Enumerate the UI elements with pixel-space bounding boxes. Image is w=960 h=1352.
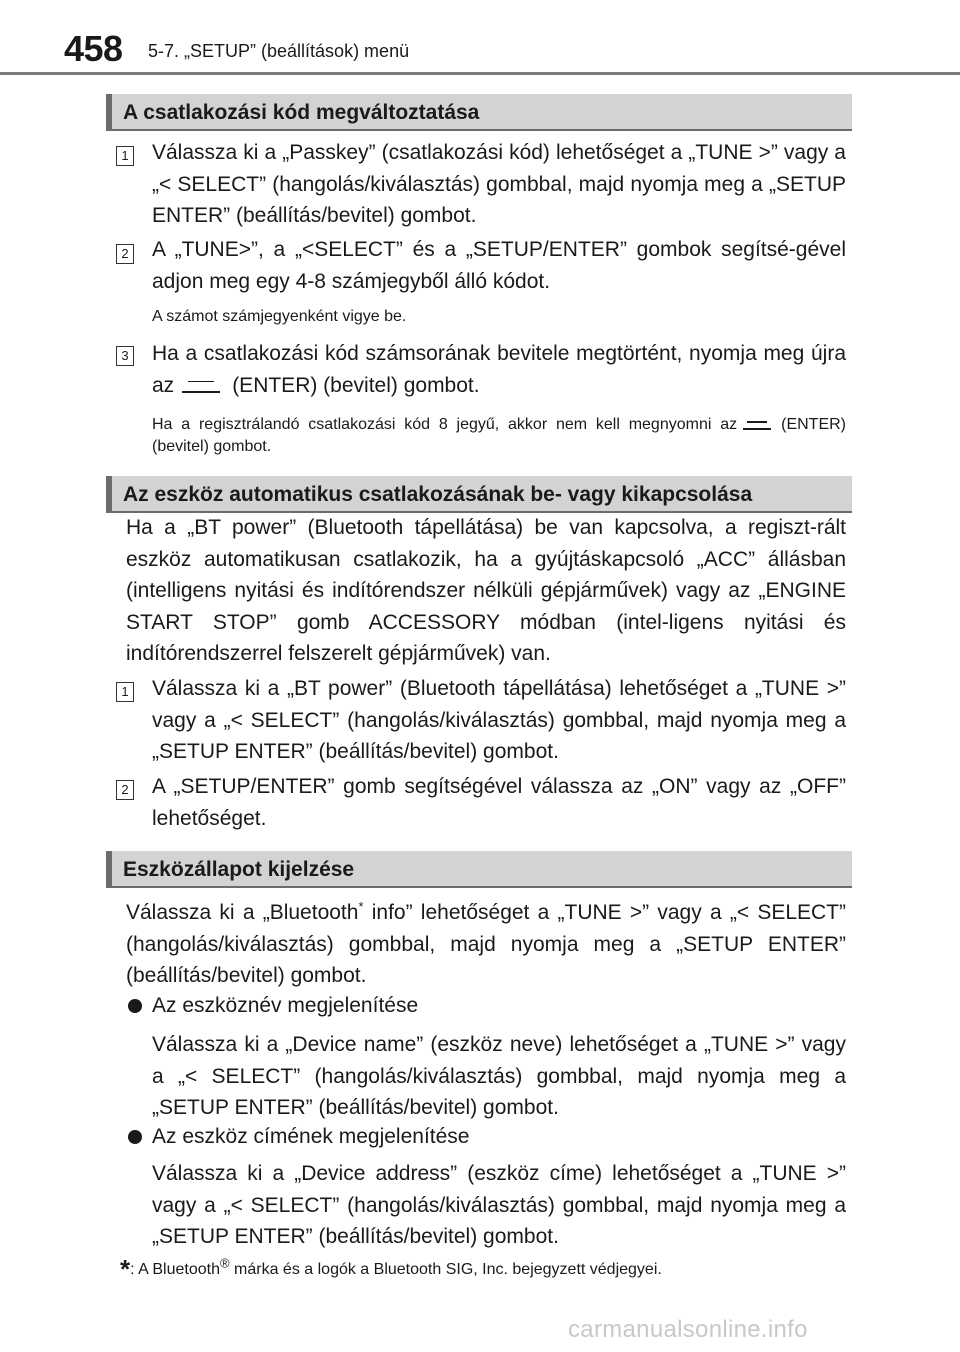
step-text: A „SETUP/ENTER” gomb segítségével válassza az „ON” vagy az „OFF” lehetőséget. [152, 775, 846, 830]
step-text: Válassza ki a „Passkey” (csatlakozási kód) lehetőséget a „TUNE >” vagy a „< SELECT” (hangolás/kiválasztás) gombbal, majd nyomja meg a „SETUP ENTER” (beállítás/bevitel) gombot. [152, 141, 846, 227]
bullet-icon [128, 999, 142, 1013]
section-intro [126, 897, 846, 992]
watermark: carmanualsonline.info [568, 1316, 808, 1343]
section-heading: Az eszköz automatikus csatlakozásának be- vagy kikapcsolása [106, 476, 852, 513]
section-heading: Eszközállapot kijelzése [106, 851, 852, 888]
bullet-title: Az eszköz címének megjelenítése [152, 1125, 470, 1148]
note-part: (ENTER) (bevitel) gombot. [152, 416, 846, 455]
step-number: 2 [116, 780, 134, 800]
section-heading: A csatlakozási kód megváltoztatása [106, 94, 852, 131]
intro-part: info” lehetőséget a „TUNE >” vagy a „< SELECT” (hangolás/kiválasztás) gombbal, majd nyomja meg a „SETUP ENTER” (beállítás/bevitel) gombot. [126, 901, 846, 987]
step-number: 1 [116, 682, 134, 702]
footnote-text: : A Bluetooth [130, 1261, 220, 1278]
step-text: Válassza ki a „BT power” (Bluetooth tápellátása) lehetőséget a „TUNE >” vagy a „< SELECT” (hangolás/kiválasztás) gombbal, majd nyomja meg a „SETUP ENTER” (beállítás/bevitel) gombot. [152, 677, 846, 763]
step-note [152, 414, 846, 458]
step-text [152, 338, 846, 401]
section-intro: Ha a „BT power” (Bluetooth tápellátása) be van kapcsolva, a regiszt-rált eszköz automatikusan csatlakozik, ha a gyújtáskapcsoló „ACC” állásban (intelligens nyitási és indítórendszer nélküli gépjárművek) vagy az „ENGINE START STOP” gomb ACCESSORY módban (intel-ligens nyitási és indítórendszerrel felszerelt gépjárművek) van. [126, 516, 846, 665]
footnote-mark: * [120, 1254, 131, 1284]
footnote-mark: * [358, 899, 364, 914]
step-text: A „TUNE>”, a „<SELECT” és a „SETUP/ENTER” gombok segítsé-gével adjon meg egy 4-8 számjegyből álló kódot. [152, 238, 846, 293]
enter-button-icon [182, 375, 220, 393]
footnote [120, 1254, 662, 1284]
footnote-text: márka és a logók a Bluetooth SIG, Inc. bejegyzett védjegyei. [229, 1261, 662, 1278]
step-number: 3 [116, 346, 134, 366]
header-rule [0, 72, 960, 75]
bullet-text: Válassza ki a „Device address” (eszköz címe) lehetőséget a „TUNE >” vagy a „< SELECT” (hangolás/kiválasztás) gombbal, majd nyomja meg a „SETUP ENTER” (beállítás/bevitel) gombot. [152, 1162, 846, 1248]
note-part: Ha a regisztrálandó csatlakozási kód 8 jegyű, akkor nem kell megnyomni az [152, 416, 738, 433]
running-header: 5-7. „SETUP” (beállítások) menü [148, 41, 410, 61]
registered-mark: ® [219, 1255, 230, 1271]
step-text-part: (ENTER) (bevitel) gombot. [232, 373, 480, 397]
bullet-text: Válassza ki a „Device name” (eszköz neve) lehetőséget a „TUNE >” vagy a „< SELECT” (hangolás/kiválasztás) gombbal, majd nyomja meg a „SETUP ENTER” (beállítás/bevitel) gombot. [152, 1033, 846, 1119]
step-number: 1 [116, 146, 134, 166]
step-number: 2 [116, 244, 134, 264]
intro-part: Válassza ki a „Bluetooth [126, 901, 359, 924]
step-note: A számot számjegyenként vigye be. [152, 308, 407, 325]
step-text-part: Ha a csatlakozási kód számsorának bevitele megtörtént, nyomja meg újra az [152, 342, 846, 397]
bullet-title: Az eszköznév megjelenítése [152, 994, 419, 1017]
bullet-icon [128, 1130, 142, 1144]
page-number: 458 [64, 28, 123, 69]
enter-button-icon [743, 416, 771, 430]
